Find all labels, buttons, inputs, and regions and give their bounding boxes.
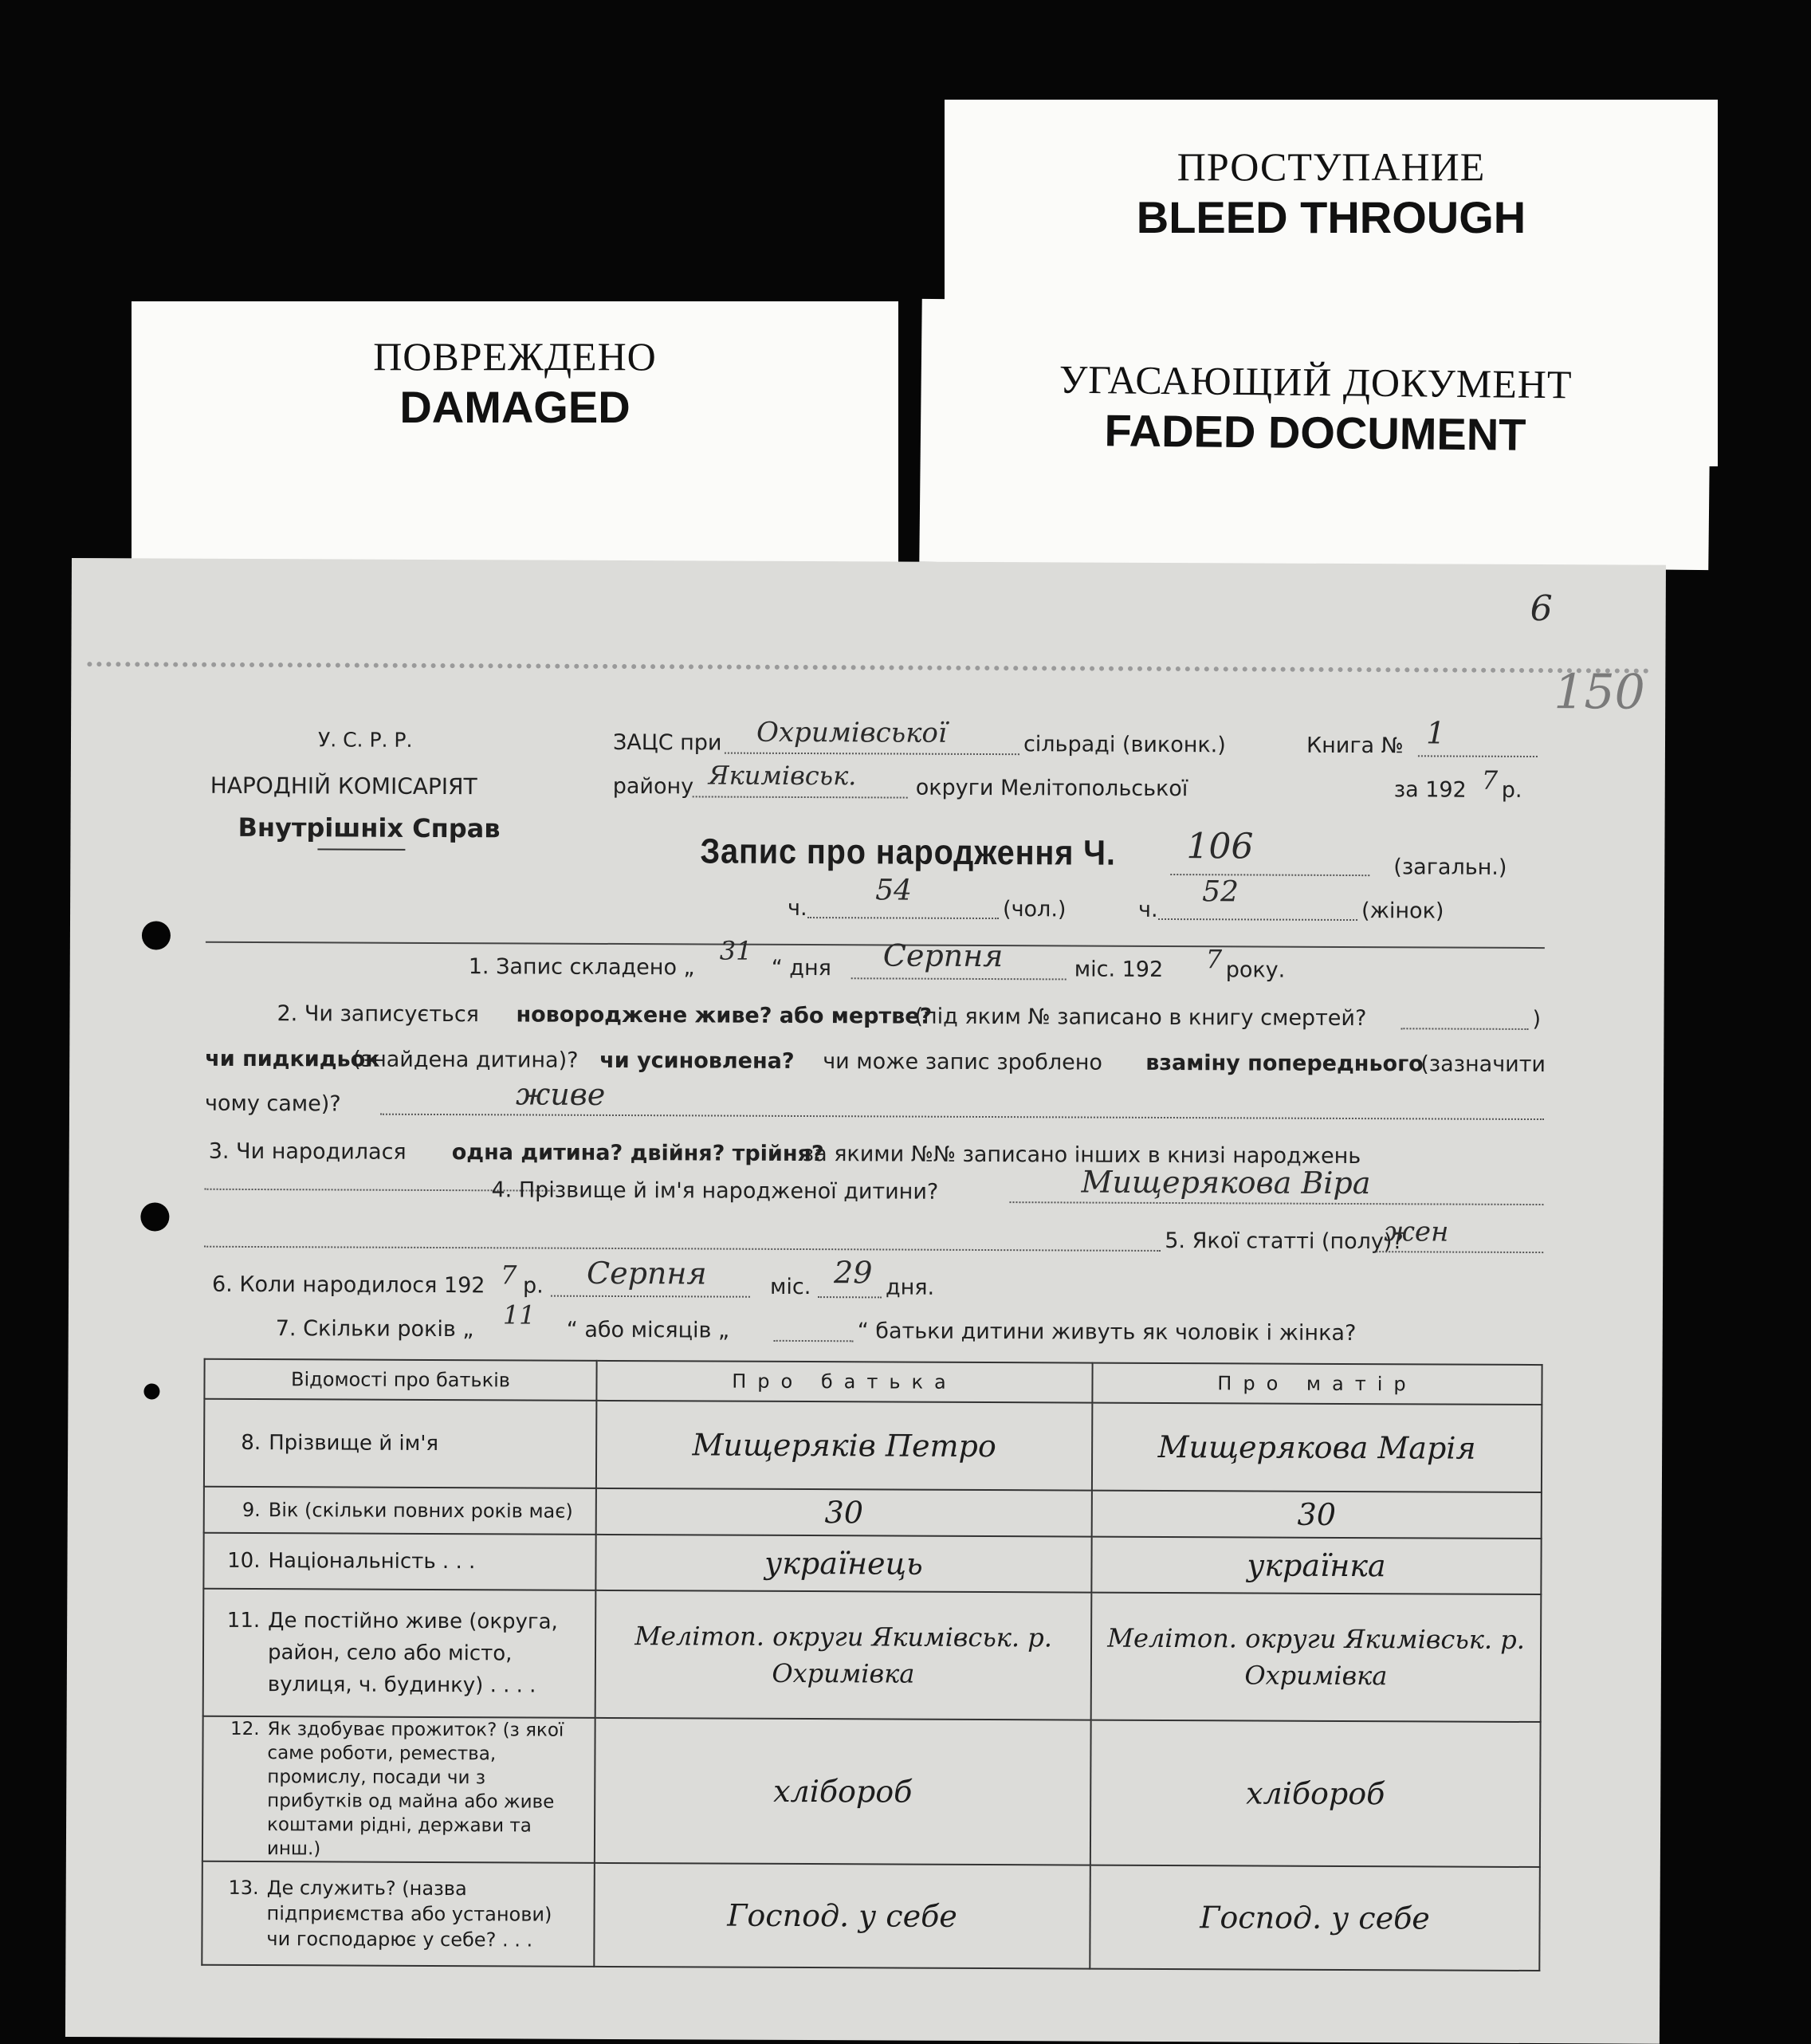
q2-line1-b: новороджене живе? або мертве? bbox=[516, 1002, 933, 1029]
table-row bbox=[202, 1716, 1541, 1867]
q2-line3: чому саме)? bbox=[204, 1091, 341, 1117]
q7-c: “ батьки дитини живуть як чоловік і жінка? bbox=[857, 1319, 1357, 1346]
q4-text: 4. Прізвище й ім'я народженої дитини? bbox=[491, 1177, 939, 1205]
row-number: 13. bbox=[228, 1876, 259, 1900]
row-label-text: Вік (скільки повних років має) bbox=[268, 1499, 573, 1523]
damaged-en: DAMAGED bbox=[399, 382, 631, 432]
q6-d: дня. bbox=[885, 1275, 935, 1300]
q1-month-handwritten: Серпня bbox=[882, 937, 1004, 974]
q1-text: 1. Запис складено „ bbox=[468, 954, 695, 981]
mother-value: Господ. у себе bbox=[1090, 1865, 1540, 1971]
q2-line2-d: чи може запис зроблено bbox=[823, 1049, 1103, 1075]
row-label bbox=[203, 1589, 596, 1718]
header-father: Про батька bbox=[596, 1361, 1092, 1403]
row-number: 8. bbox=[241, 1430, 261, 1456]
male-prefix: ч. bbox=[788, 895, 807, 922]
bleed-through-ru: ПРОСТУПАНИЕ bbox=[1177, 144, 1486, 189]
row-label bbox=[204, 1399, 596, 1488]
zags-line bbox=[725, 753, 1019, 756]
q2-death-line bbox=[1400, 1028, 1528, 1030]
q2-line2-f: (зазначити bbox=[1420, 1051, 1546, 1078]
q2-line2-b: (знайдена дитина)? bbox=[352, 1047, 579, 1073]
book-label: Книга № bbox=[1306, 733, 1404, 759]
damaged-card bbox=[132, 301, 898, 564]
row-label-text: Як здобуває прожиток? (з якої саме роботи, ремества, промислу, посади чи з прибутків од майна або живе коштами рідні, держави та инш.) bbox=[266, 1719, 564, 1860]
row-number: 12. bbox=[230, 1718, 260, 1740]
q6-year-handwritten: 7 bbox=[500, 1260, 517, 1291]
mother-value: Мищерякова Марія bbox=[1092, 1403, 1542, 1492]
faded-document-card bbox=[919, 299, 1711, 570]
q6-day-handwritten: 29 bbox=[834, 1255, 873, 1291]
father-value: хлібороб bbox=[595, 1718, 1091, 1865]
q6-day-line bbox=[818, 1296, 882, 1298]
q1-mid: “ дня bbox=[771, 955, 831, 981]
zags-prefix: ЗАЦС при bbox=[612, 729, 722, 756]
q2-line1-c: (під яким № записано в книгу смертей? bbox=[914, 1004, 1367, 1032]
book-handwritten: 1 bbox=[1425, 715, 1446, 751]
row-label bbox=[202, 1716, 595, 1863]
q3-a: 3. Чи народилася bbox=[208, 1138, 407, 1165]
row-number: 9. bbox=[242, 1498, 261, 1522]
damaged-ru: ПОВРЕЖДЕНО bbox=[373, 334, 657, 379]
commissariat-line2: Внутрішніх Справ bbox=[238, 812, 501, 844]
punch-hole bbox=[143, 1383, 159, 1399]
record-title: Запис про народження Ч. bbox=[700, 831, 1116, 873]
table-row bbox=[202, 1861, 1540, 1971]
q3-c: за якими №№ записано інших в книзі народжень bbox=[802, 1142, 1361, 1169]
male-count-handwritten: 54 bbox=[875, 874, 913, 907]
father-value: Господ. у себе bbox=[594, 1863, 1090, 1969]
q7-a: 7. Скільки років „ bbox=[275, 1316, 474, 1342]
female-count-line bbox=[1158, 918, 1357, 921]
male-label: (чол.) bbox=[1003, 897, 1067, 922]
q3-b: одна дитина? двійня? трійня? bbox=[451, 1140, 824, 1167]
q7-years-handwritten: 11 bbox=[502, 1299, 536, 1331]
year-suffix: р. bbox=[1501, 777, 1522, 803]
raion-handwritten: Якимівськ. bbox=[708, 760, 857, 792]
header-mother: Про матір bbox=[1092, 1363, 1542, 1405]
total-label: (загальн.) bbox=[1393, 855, 1507, 880]
header-divider bbox=[317, 848, 405, 850]
q4-answer-line bbox=[1009, 1201, 1543, 1205]
female-count-handwritten: 52 bbox=[1202, 875, 1239, 909]
q2-line1-end: ) bbox=[1532, 1007, 1542, 1032]
zags-suffix: сільраді (виконк.) bbox=[1023, 732, 1226, 758]
q6-b: р. bbox=[522, 1273, 544, 1299]
q1-day-handwritten: 31 bbox=[719, 935, 752, 966]
father-value: Мелітоп. округи Якимівськ. р. Охримівка bbox=[595, 1590, 1092, 1720]
commissariat-line1: НАРОДНІЙ КОМІСАРІЯТ bbox=[210, 772, 477, 800]
mother-value: Мелітоп. округи Якимівськ. р. Охримівка bbox=[1091, 1593, 1542, 1722]
mother-value: українка bbox=[1091, 1537, 1541, 1594]
q2-line2-c: чи усиновлена? bbox=[599, 1048, 795, 1074]
year-handwritten: 7 bbox=[1481, 765, 1499, 796]
female-prefix: ч. bbox=[1138, 897, 1158, 922]
faded-document-ru: УГАСАЮЩИЙ ДОКУМЕНТ bbox=[1059, 356, 1573, 407]
q2-answer-line bbox=[380, 1114, 1544, 1120]
perforation-line bbox=[87, 662, 1649, 674]
row-label bbox=[202, 1861, 595, 1967]
male-count-line bbox=[807, 917, 999, 919]
q5-answer-handwritten: жен bbox=[1384, 1216, 1449, 1248]
q4-answer-handwritten: Мищерякова Віра bbox=[1081, 1164, 1371, 1201]
q7-b: “ або місяців „ bbox=[566, 1317, 730, 1343]
year-label: за 192 bbox=[1393, 777, 1467, 803]
father-value: Мищеряків Петро bbox=[596, 1401, 1092, 1491]
mother-value: хлібороб bbox=[1090, 1720, 1541, 1867]
q1-year-handwritten: 7 bbox=[1205, 944, 1223, 975]
q2-line2-a: чи пидкидьок bbox=[205, 1046, 380, 1072]
header-info: Відомості про батьків bbox=[204, 1359, 596, 1401]
raion-suffix: округи Мелітопольської bbox=[915, 775, 1188, 802]
q5-text: 5. Якої статті (полу)? bbox=[1165, 1228, 1404, 1255]
row-label-text: Де постійно живе (округа, район, село або місто, вулиця, ч. будинку) . . . . bbox=[267, 1609, 558, 1698]
table-row bbox=[204, 1487, 1542, 1539]
mother-value: 30 bbox=[1092, 1491, 1542, 1539]
corner-mark-1: 6 bbox=[1530, 588, 1553, 630]
row-label-text: Національність . . . bbox=[268, 1549, 476, 1574]
book-line bbox=[1418, 755, 1538, 757]
row-number: 10. bbox=[227, 1548, 261, 1574]
table-row bbox=[203, 1533, 1541, 1594]
table-row bbox=[203, 1589, 1542, 1722]
father-value: українець bbox=[595, 1535, 1091, 1593]
bleed-through-en: BLEED THROUGH bbox=[1136, 192, 1526, 242]
q7-months-line bbox=[774, 1340, 854, 1342]
punch-hole bbox=[142, 921, 171, 949]
raion-line bbox=[693, 796, 908, 798]
faded-document-en: FADED DOCUMENT bbox=[1104, 405, 1526, 460]
q5-left-line bbox=[204, 1246, 1161, 1252]
table-row bbox=[204, 1399, 1542, 1492]
q6-c: міс. bbox=[769, 1274, 811, 1300]
record-number-line bbox=[1170, 874, 1369, 876]
q1-month-line bbox=[851, 977, 1067, 980]
usrr-label: У. С. Р. Р. bbox=[317, 728, 413, 752]
table-header-row bbox=[204, 1359, 1542, 1405]
zags-handwritten: Охримівської bbox=[756, 716, 947, 749]
row-label bbox=[203, 1533, 595, 1590]
q1-tail: міс. 192 bbox=[1074, 957, 1164, 982]
q6-month-handwritten: Серпня bbox=[586, 1255, 707, 1291]
punch-hole bbox=[140, 1202, 169, 1231]
row-label-text: Прізвище й ім'я bbox=[269, 1431, 439, 1456]
parents-table bbox=[201, 1358, 1542, 1971]
row-label-text: Де служить? (назва підприємства або установи) чи господарює у себе? . . . bbox=[266, 1877, 552, 1952]
q2-line2-e: взаміну попереднього bbox=[1145, 1050, 1424, 1077]
birth-record-form bbox=[65, 558, 1666, 2044]
row-number: 11. bbox=[226, 1608, 261, 1633]
q1-end: року. bbox=[1225, 957, 1286, 983]
raion-prefix: району bbox=[612, 773, 694, 800]
father-value: 30 bbox=[596, 1488, 1092, 1537]
section-divider bbox=[206, 941, 1545, 949]
q6-a: 6. Коли народилося 192 bbox=[211, 1272, 485, 1299]
record-number-handwritten: 106 bbox=[1186, 826, 1254, 867]
row-label bbox=[204, 1487, 596, 1535]
q2-answer-handwritten: живе bbox=[515, 1076, 606, 1112]
corner-mark-2: 150 bbox=[1554, 664, 1645, 721]
q6-month-line bbox=[551, 1295, 750, 1298]
female-label: (жінок) bbox=[1361, 898, 1444, 924]
q2-line1-a: 2. Чи записується bbox=[277, 1001, 480, 1028]
